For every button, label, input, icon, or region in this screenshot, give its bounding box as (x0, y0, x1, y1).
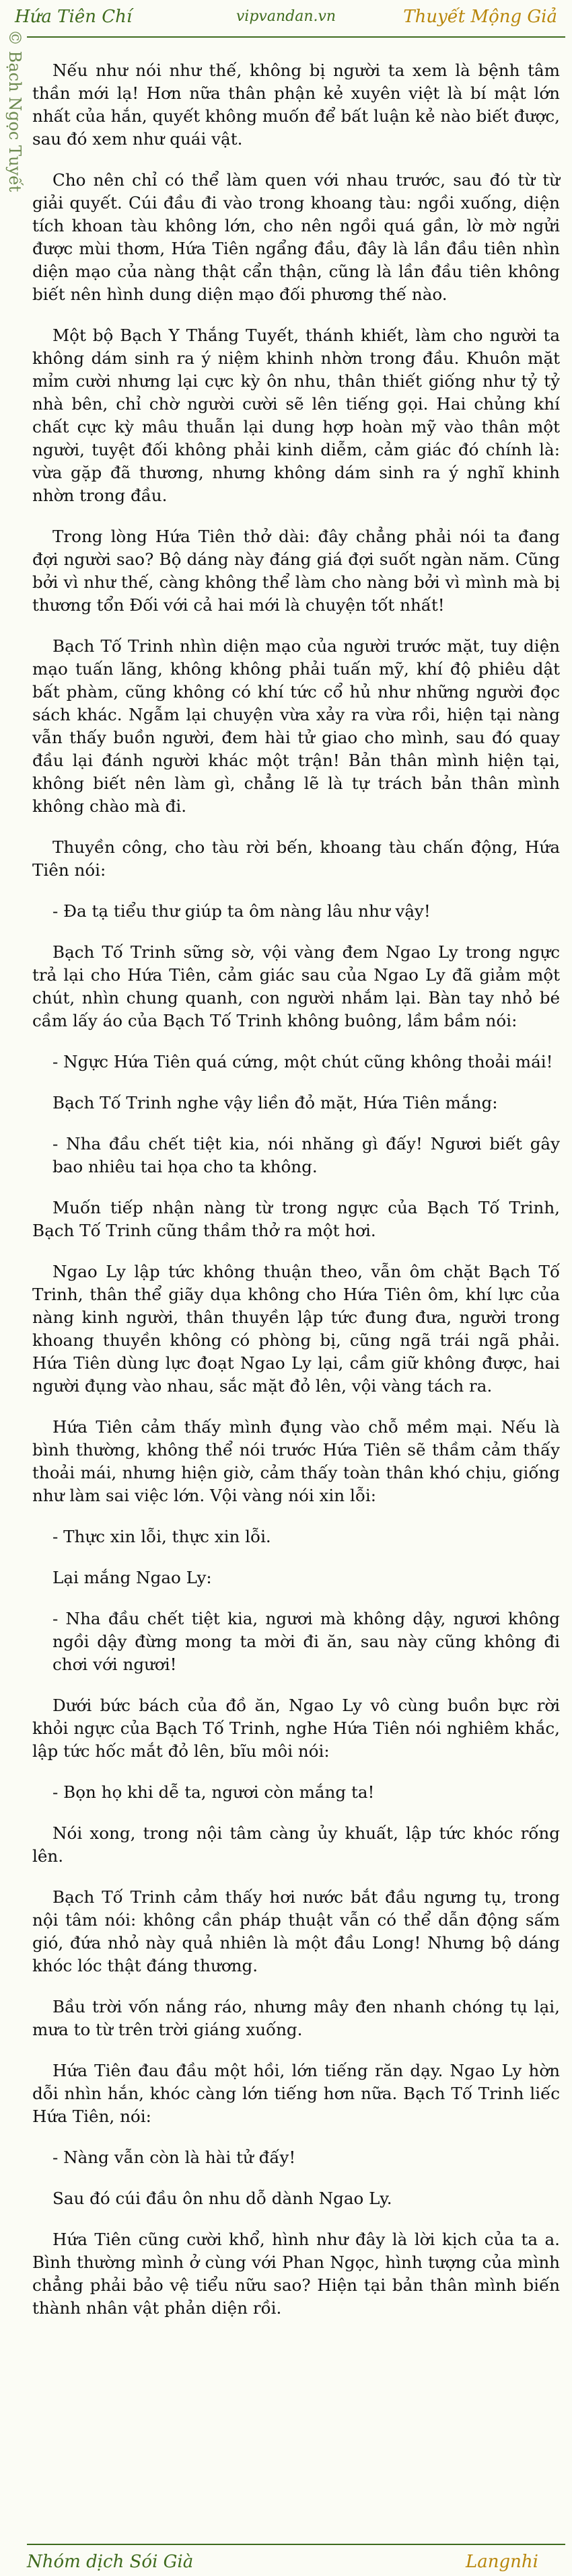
story-text (32, 59, 560, 2338)
paragraph: Bạch Tố Trinh sững sờ, vội vàng đem Ngao Ly trong ngực trả lại cho Hứa Tiên, cảm giác sau của Ngao Ly đã giảm một chút, nhìn chung quanh, con người nhắm lại. Bàn tay nhỏ bé cầm lấy áo của Bạch Tố Trinh không buông, lầm bầm nói: (32, 942, 560, 1030)
paragraph: Hứa Tiên đau đầu một hồi, lớn tiếng răn dạy. Ngao Ly hờn dỗi nhìn hắn, khóc càng lớn tiếng hơn nữa. Bạch Tố Trinh liếc Hứa Tiên, nói: (32, 2061, 560, 2126)
footer-divider (27, 2544, 565, 2545)
paragraph: Nói xong, trong nội tâm càng ủy khuất, lập tức khóc rống lên. (32, 1823, 560, 1866)
dialogue-line: - Thực xin lỗi, thực xin lỗi. (52, 1527, 271, 1546)
dialogue-line: - Bọn họ khi dễ ta, ngươi còn mắng ta! (52, 1782, 375, 1802)
paragraph: Dưới bức bách của đồ ăn, Ngao Ly vô cùng buồn bực rời khỏi ngực của Bạch Tố Trinh, nghe Hứa Tiên nói nghiêm khắc, lập tức hốc mắt đỏ lên, bĩu môi nói: (32, 1696, 560, 1761)
header-divider (27, 36, 565, 38)
paragraph: Bầu trời vốn nắng ráo, nhưng mây đen nhanh chóng tụ lại, mưa to từ trên trời giáng xuống. (32, 1997, 560, 2039)
paragraph: Cho nên chỉ có thể làm quen với nhau trước, sau đó từ từ giải quyết. Cúi đầu đi vào trong khoang tàu: ngồi xuống, diện tích khoan tàu không lớn, cho nên ngồi quá gần, lờ mờ ngửi được mùi thơm, Hứa Tiên ngẩng đầu, đây là lần đầu tiên nhìn diện mạo của nàng thật cẩn thận, cũng là lần đầu tiên không biết nên hình dung diện mạo đối phương thế nào. (32, 170, 560, 304)
paragraph: Nếu như nói như thế, không bị người ta xem là bệnh tâm thần mới lạ! Hơn nữa thân phận kẻ xuyên việt là bí mật lớn nhất của hắn, quyết không muốn để bất luận kẻ nào biết được, sau đó xem như quái vật. (32, 61, 560, 149)
side-watermark-text: © Bạch Ngọc Tuyết (5, 30, 24, 192)
paragraph: Thuyền công, cho tàu rời bến, khoang tàu chấn động, Hứa Tiên nói: (32, 837, 560, 880)
dialogue-line: - Ngực Hứa Tiên quá cứng, một chút cũng không thoải mái! (52, 1052, 553, 1071)
paragraph: Hứa Tiên cảm thấy mình đụng vào chỗ mềm mại. Nếu là bình thường, không thể nói trước Hứa Tiên sẽ thầm cảm thấy thoải mái, nhưng hiện giờ, cảm thấy toàn thân khó chịu, giống như làm sai việc lớn. Vội vàng nói xin lỗi: (32, 1417, 560, 1505)
dialogue-line: - Nha đầu chết tiệt kia, nói nhăng gì đấy! Ngươi biết gây bao nhiêu tai họa cho ta không. (52, 1134, 560, 1176)
paragraph: Một bộ Bạch Y Thắng Tuyết, thánh khiết, làm cho người ta không dám sinh ra ý niệm khinh nhờn trong đầu. Khuôn mặt mỉm cười nhưng lại cực kỳ ôn nhu, thân thiết giống như tỷ tỷ nhà bên, chỉ chờ người cười sẽ lên tiếng gọi. Hai chủng khí chất cực kỳ mâu thuẫn lại dung hợp hoàn mỹ vào thân một người, tuyệt đối không phải kinh diễm, cảm giác đó chính là: vừa gặp đã thương, nhưng không dám sinh ra ý nghĩ khinh nhờn trong đầu. (32, 326, 560, 505)
header-website[interactable]: vipvandan.vn (236, 8, 336, 25)
side-watermark (1, 30, 26, 242)
paragraph: Sau đó cúi đầu ôn nhu dỗ dành Ngao Ly. (52, 2189, 392, 2208)
paragraph: Ngao Ly lập tức không thuận theo, vẫn ôm chặt Bạch Tố Trinh, thân thể giãy dụa không cho Hứa Tiên ôm, khí lực của nàng kinh người, thân thuyền lập tức đung đưa, người trong khoang thuyền không có phòng bị, cũng ngã trái ngã phải. Hứa Tiên dùng lực đoạt Ngao Ly lại, cầm giữ không được, hai người đụng vào nhau, sắc mặt đỏ lên, vội vàng tách ra. (32, 1262, 560, 1396)
dialogue-line: - Nàng vẫn còn là hài tử đấy! (52, 2148, 296, 2167)
page-header (0, 0, 572, 38)
dialogue-line: - Nha đầu chết tiệt kia, ngươi mà không dậy, ngươi không ngồi dậy đừng mong ta mời đi ăn, sau này cũng không đi chơi với ngươi! (52, 1609, 560, 1674)
header-author: Thuyết Mộng Giả (403, 7, 557, 27)
paragraph: Hứa Tiên cũng cười khổ, hình như đây là lời kịch của ta a. Bình thường mình ở cùng với Phan Ngọc, hình tượng của mình chẳng phải bảo vệ tiểu nữu sao? Hiện tại bản thân mình biến thành nhân vật phản diện rồi. (32, 2230, 560, 2318)
paragraph: Bạch Tố Trinh nhìn diện mạo của người trước mặt, tuy diện mạo tuấn lãng, không không phải tuấn mỹ, khí độ phiêu dật bất phàm, cũng không có khí tức cổ hủ như những người đọc sách khác. Ngẫm lại chuyện vừa xảy ra vừa rồi, hiện tại nàng vẫn thấy buồn người, đem hài tử giao cho mình, sau đó quay đầu lại đánh người khác một trận! Bản thân mình hiện tại, không biết nên làm gì, chẳng lẽ là tự trách bản thân mình không chào mà đi. (32, 636, 560, 816)
footer-translator-group: Nhóm dịch Sói Già (27, 2552, 194, 2572)
dialogue-line: - Đa tạ tiểu thư giúp ta ôm nàng lâu như vậy! (52, 901, 431, 921)
paragraph: Trong lòng Hứa Tiên thở dài: đây chẳng phải nói ta đang đợi người sao? Bộ dáng này đáng giá đợi suốt ngàn năm. Cũng bởi vì như thế, càng không thể làm cho nàng bởi vì mình mà bị thương tổn Đối với cả hai mới là chuyện tốt nhất! (32, 527, 560, 615)
paragraph: Bạch Tố Trinh nghe vậy liền đỏ mặt, Hứa Tiên mắng: (52, 1093, 498, 1112)
paragraph: Muốn tiếp nhận nàng từ trong ngực của Bạch Tố Trinh, Bạch Tố Trinh cũng thầm thở ra một hơi. (32, 1198, 560, 1240)
paragraph: Lại mắng Ngao Ly: (52, 1568, 212, 1587)
page-footer (0, 2549, 572, 2576)
footer-editor: Langnhi (466, 2552, 538, 2572)
header-book-title: Hứa Tiên Chí (15, 7, 133, 27)
paragraph: Bạch Tố Trinh cảm thấy hơi nước bắt đầu ngưng tụ, trong nội tâm nói: không cần pháp thuật vẫn có thể dẫn động sấm gió, đứa nhỏ này quả nhiên là một đầu Long! Nhưng bộ dáng khóc lóc thật đáng thương. (32, 1887, 560, 1975)
